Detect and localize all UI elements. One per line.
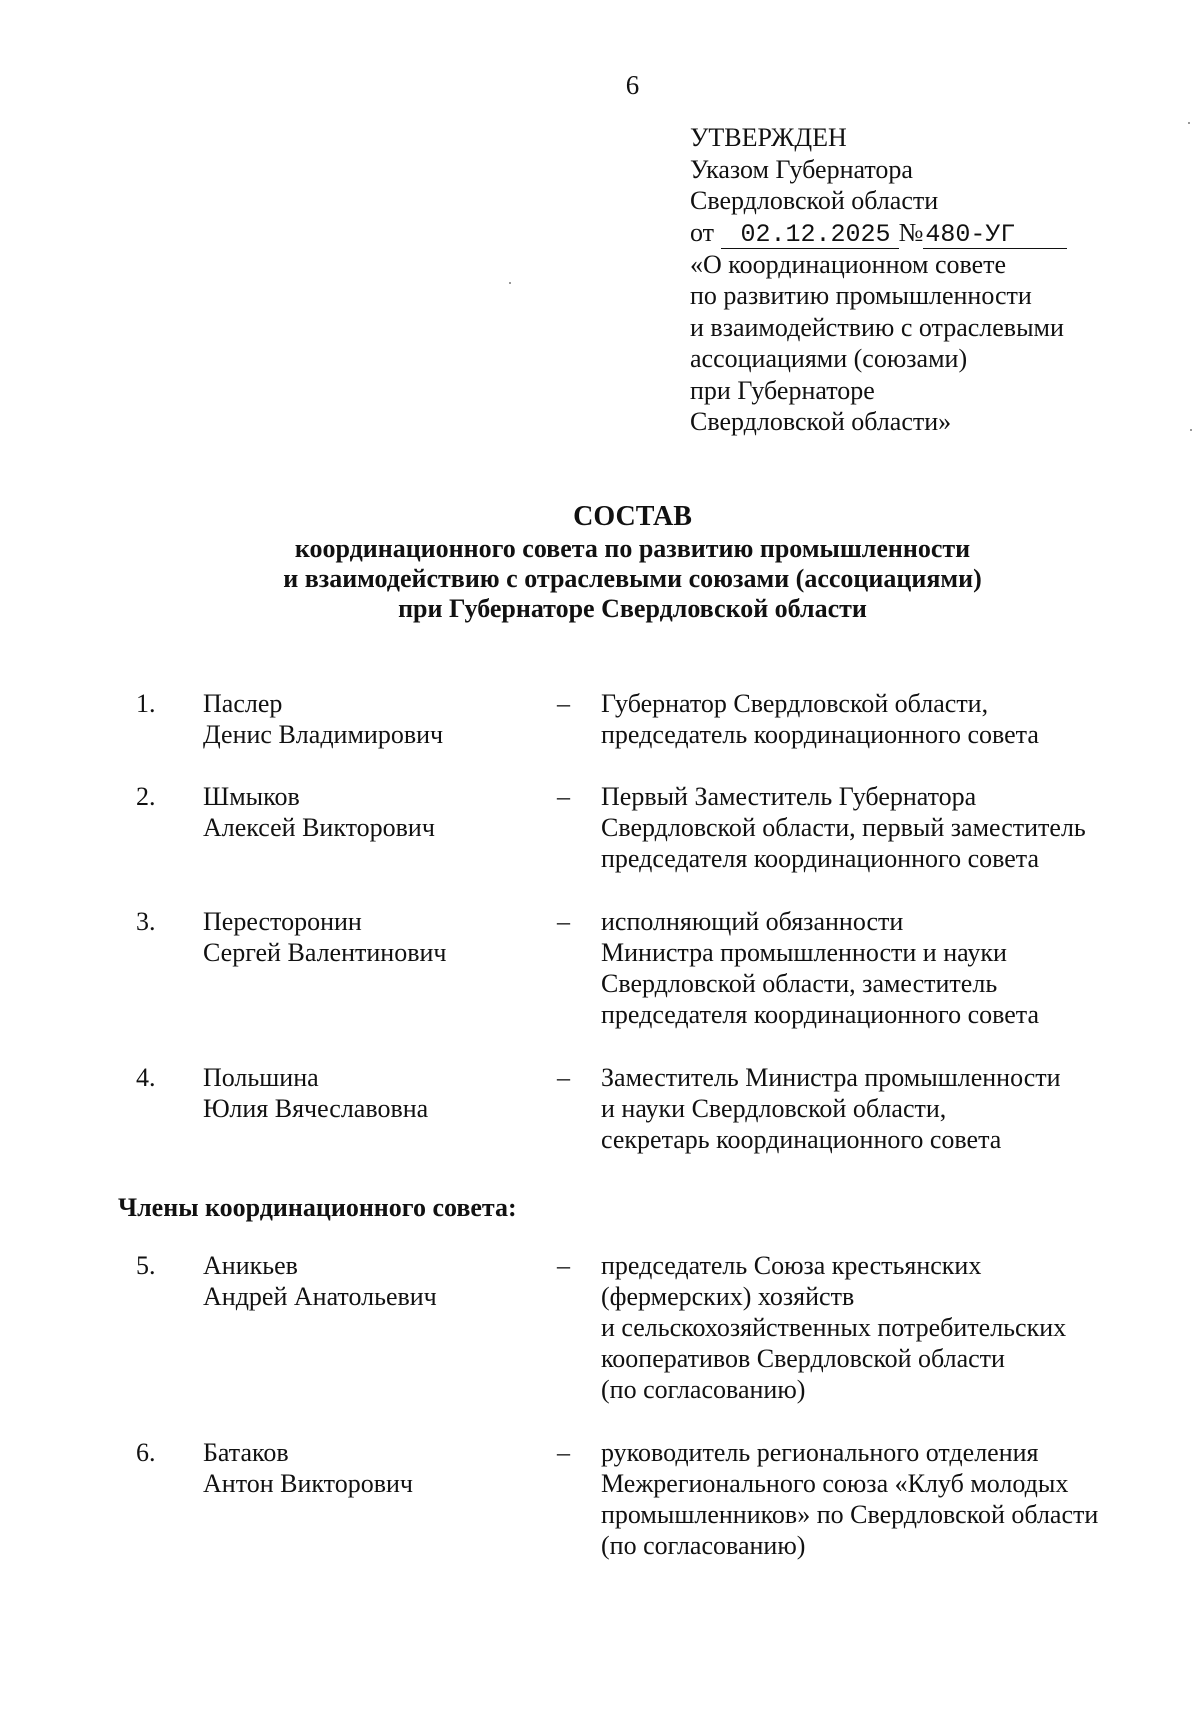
decree-date-number-line	[690, 217, 1067, 249]
member-name	[203, 906, 533, 968]
position-line: Первый Заместитель Губернатора	[601, 782, 977, 811]
position-line: и науки Свердловской области,	[601, 1094, 947, 1123]
position-line: председателя координационного совета	[601, 844, 1039, 873]
position-line: Свердловской области, первый заместитель	[601, 813, 1086, 842]
position-line: исполняющий обязанности	[601, 907, 904, 936]
member-number: 2.	[136, 782, 156, 811]
member-number: 4.	[136, 1063, 156, 1092]
member-name	[203, 1062, 533, 1124]
member-position	[601, 1250, 1161, 1405]
position-line: Губернатор Свердловской области,	[601, 689, 989, 718]
position-line: кооперативов Свердловской области	[601, 1344, 1005, 1373]
member-position	[601, 781, 1161, 874]
member-surname: Паслер	[203, 689, 283, 718]
member-given-names: Юлия Вячеславовна	[203, 1094, 429, 1123]
member-number: 1.	[136, 689, 156, 718]
member-position	[601, 688, 1161, 750]
decree-number: 480-УГ	[923, 222, 1067, 249]
separator-dash: –	[557, 782, 570, 811]
member-given-names: Андрей Анатольевич	[203, 1282, 437, 1311]
position-line: Министра промышленности и науки	[601, 938, 1007, 967]
heading-title: СОСТАВ	[573, 501, 692, 532]
separator-dash: –	[557, 907, 570, 936]
decree-date: 02.12.2025	[721, 222, 899, 249]
member-name	[203, 781, 533, 843]
member-given-names: Алексей Викторович	[203, 813, 435, 842]
document-heading	[0, 500, 1200, 624]
scan-speck	[509, 282, 511, 284]
member-position	[601, 1437, 1161, 1561]
date-prefix: от	[690, 217, 715, 247]
members-section-label: Члены координационного совета:	[118, 1193, 517, 1222]
position-line: (по согласованию)	[601, 1375, 806, 1404]
decree-title-line: и взаимодействию с отраслевыми	[690, 312, 1064, 342]
decree-title-line: ассоциациями (союзами)	[690, 344, 968, 373]
heading-line: при Губернаторе Свердловской области	[398, 594, 867, 623]
approval-region: Свердловской области	[690, 186, 939, 215]
member-given-names: Антон Викторович	[203, 1469, 413, 1498]
member-given-names: Денис Владимирович	[203, 720, 444, 749]
number-sign: №	[898, 217, 924, 247]
heading-line: координационного совета по развитию промышленности	[294, 534, 971, 563]
decree-title-line: по развитию промышленности	[690, 281, 1032, 310]
position-line: Заместитель Министра промышленности	[601, 1063, 1061, 1092]
separator-dash: –	[557, 1251, 570, 1280]
separator-dash: –	[557, 689, 570, 718]
member-name	[203, 688, 533, 750]
approval-status: УТВЕРЖДЕН	[690, 123, 847, 152]
position-line: Свердловской области, заместитель	[601, 969, 998, 998]
page-number: 6	[625, 70, 640, 100]
member-surname: Шмыков	[203, 782, 300, 811]
position-line: председателя координационного совета	[601, 1000, 1039, 1029]
approval-stamp-block	[690, 122, 1067, 438]
position-line: председатель координационного совета	[601, 720, 1039, 749]
position-line: председатель Союза крестьянских	[601, 1251, 982, 1280]
member-number: 3.	[136, 907, 156, 936]
scan-speck	[1190, 429, 1192, 431]
position-line: секретарь координационного совета	[601, 1125, 1002, 1154]
heading-line: и взаимодействию с отраслевыми союзами (ассоциациями)	[283, 564, 982, 593]
approval-authority: Указом Губернатора	[690, 154, 913, 184]
scan-speck	[1188, 122, 1190, 124]
decree-title-line: Свердловской области»	[690, 407, 952, 436]
position-line: (по согласованию)	[601, 1531, 806, 1560]
member-given-names: Сергей Валентинович	[203, 938, 447, 967]
separator-dash: –	[557, 1438, 570, 1467]
separator-dash: –	[557, 1063, 570, 1092]
member-position	[601, 906, 1161, 1030]
member-surname: Батаков	[203, 1438, 289, 1467]
position-line: и сельскохозяйственных потребительских	[601, 1313, 1067, 1342]
member-number: 6.	[136, 1438, 156, 1467]
member-name	[203, 1437, 533, 1499]
position-line: (фермерских) хозяйств	[601, 1282, 855, 1311]
decree-title-line: при Губернаторе	[690, 375, 875, 405]
decree-title-line: «О координационном совете	[690, 249, 1007, 279]
position-line: промышленников» по Свердловской области	[601, 1500, 1099, 1529]
member-position	[601, 1062, 1161, 1155]
member-number: 5.	[136, 1251, 156, 1280]
member-name	[203, 1250, 533, 1312]
member-surname: Польшина	[203, 1063, 319, 1092]
member-surname: Пересторонин	[203, 907, 362, 936]
position-line: Межрегионального союза «Клуб молодых	[601, 1469, 1069, 1498]
member-surname: Аникьев	[203, 1251, 298, 1280]
position-line: руководитель регионального отделения	[601, 1438, 1039, 1467]
